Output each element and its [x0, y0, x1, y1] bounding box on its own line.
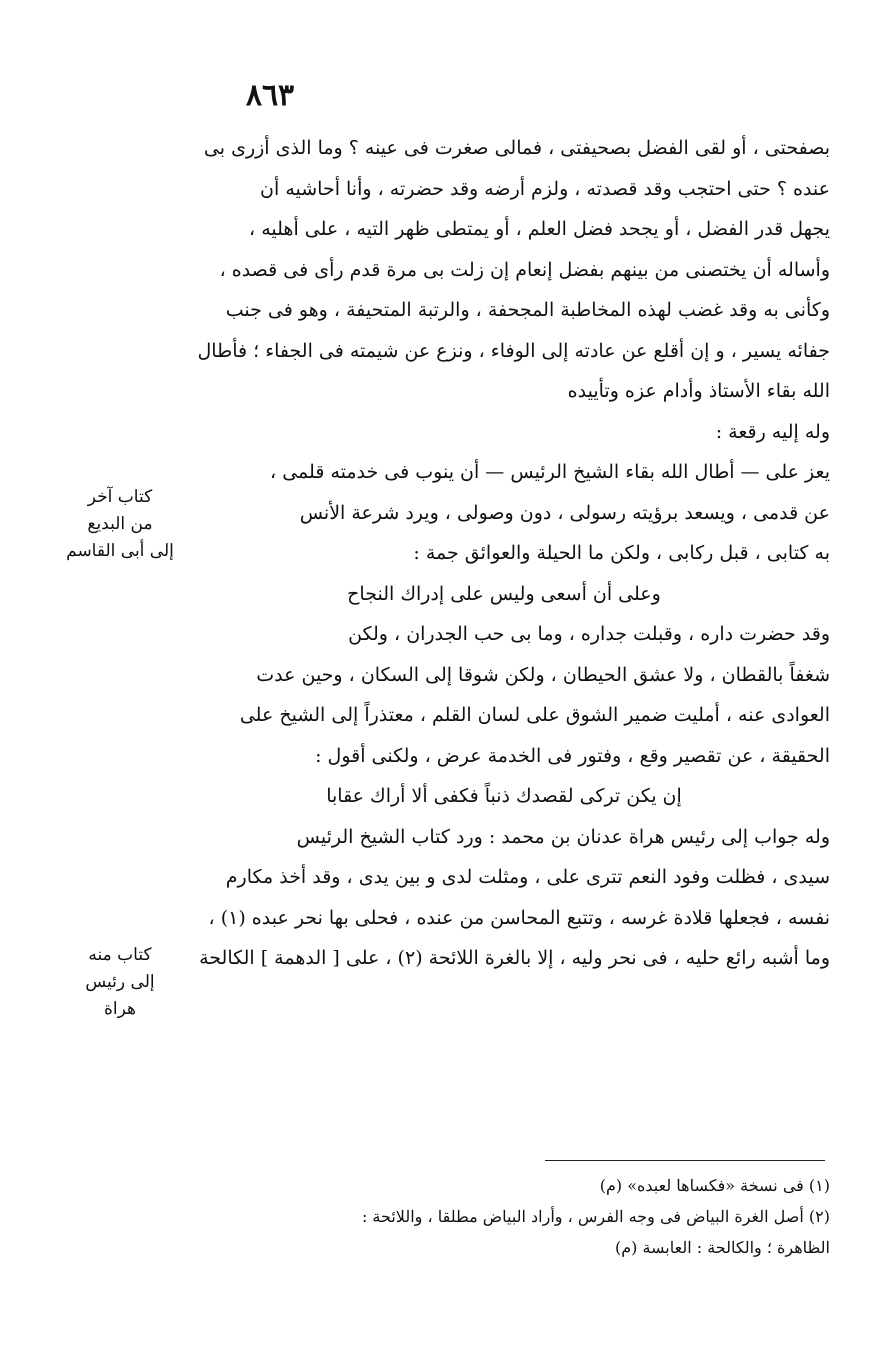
- margin-note-line: إلى رئيس: [85, 972, 155, 992]
- text-line: شغفاً بالقطان ، ولا عشق الحيطان ، ولكن شوقا إلى السكان ، وحين عدت: [256, 663, 830, 686]
- footnote-line: الظاهرة ؛ والكالحة : العابسة (م): [614, 1238, 830, 1257]
- footnotes: [180, 1170, 830, 1263]
- footnote-divider: [545, 1160, 825, 1161]
- margin-note-line: هراة: [104, 999, 136, 1019]
- margin-note-line: من البديع: [87, 514, 153, 534]
- body-text: [178, 128, 830, 979]
- verse-line: إن يكن تركى لقصدك ذنباً فكفى ألا أراك عقابا: [326, 785, 682, 807]
- text-line: بصفحتى ، أو لقى الفضل بصحيفتى ، فمالى صغرت فى عينه ؟ وما الذى أزرى بى: [203, 137, 830, 159]
- text-line: جفائه يسير ، و إن أقلع عن عادته إلى الوفاء ، ونزع عن شيمته فى الجفاء ؛ فأطال: [197, 339, 830, 362]
- verse-line: وعلى أن أسعى وليس على إدراك النجاح: [347, 582, 661, 605]
- text-line: وقد حضرت داره ، وقبلت جداره ، وما بى حب الجدران ، ولكن: [348, 623, 830, 645]
- margin-note-line: إلى أبى القاسم: [66, 541, 174, 561]
- text-line: عن قدمى ، ويسعد برؤيته رسولى ، دون وصولى ، ويرد شرعة الأنس: [299, 501, 830, 524]
- margin-note-line: كتاب آخر: [87, 487, 153, 507]
- margin-note-line: كتاب منه: [88, 945, 152, 965]
- text-line: عنده ؟ حتى احتجب وقد قصدته ، ولزم أرضه وقد حضرته ، وأنا أحاشيه أن: [260, 177, 830, 200]
- margin-note: [55, 484, 185, 565]
- text-line: وكأنى به وقد غضب لهذه المخاطبة المجحفة ، والرتبة المتحيفة ، وهو فى جنب: [225, 299, 830, 321]
- text-line: نفسه ، فجعلها قلادة غرسه ، وتتبع المحاسن من عنده ، فحلى بها نحر عبده (١) ،: [208, 906, 830, 929]
- footnote-line: (٢) أصل الغرة البياض فى وجه الفرس ، وأراد البياض مطلقا ، واللائحة :: [361, 1207, 830, 1226]
- text-line: وله جواب إلى رئيس هراة عدنان بن محمد : ورد كتاب الشيخ الرئيس: [296, 825, 830, 848]
- page-number: ٨٦٣: [245, 78, 295, 113]
- text-line: يجهل قدر الفضل ، أو يجحد فضل العلم ، أو يمتطى ظهر التيه ، على أهليه ،: [249, 218, 830, 240]
- text-line: الحقيقة ، عن تقصير وقع ، وفتور فى الخدمة عرض ، ولكنى أقول :: [315, 744, 830, 767]
- text-line: الله بقاء الأستاذ وأدام عزه وتأييده: [567, 380, 830, 402]
- text-line: وله إليه رقعة :: [715, 420, 830, 443]
- text-line: العوادى عنه ، أمليت ضمير الشوق على لسان القلم ، معتذراً إلى الشيخ على: [239, 704, 830, 726]
- text-line: سيدى ، فظلت وفود النعم تترى على ، ومثلت لدى و بين يدى ، وقد أخذ مكارم: [225, 866, 830, 888]
- text-line: يعز على — أطال الله بقاء الشيخ الرئيس — أن ينوب فى خدمته قلمى ،: [270, 461, 830, 483]
- margin-note: [55, 942, 185, 1023]
- text-line: به كتابى ، قبل ركابى ، ولكن ما الحيلة والعوائق جمة :: [413, 542, 830, 564]
- text-line: وما أشبه رائع حليه ، فى نحر وليه ، إلا بالغرة اللائحة (٢) ، على [ الدهمة ] الكالحة: [199, 947, 830, 969]
- text-line: وأساله أن يختصنى من بينهم بفضل إنعام إن زلت بى مرة قدم رأى فى قصده ،: [219, 258, 830, 281]
- footnote-line: (١) فى نسخة «فكساها لعبده» (م): [599, 1176, 830, 1195]
